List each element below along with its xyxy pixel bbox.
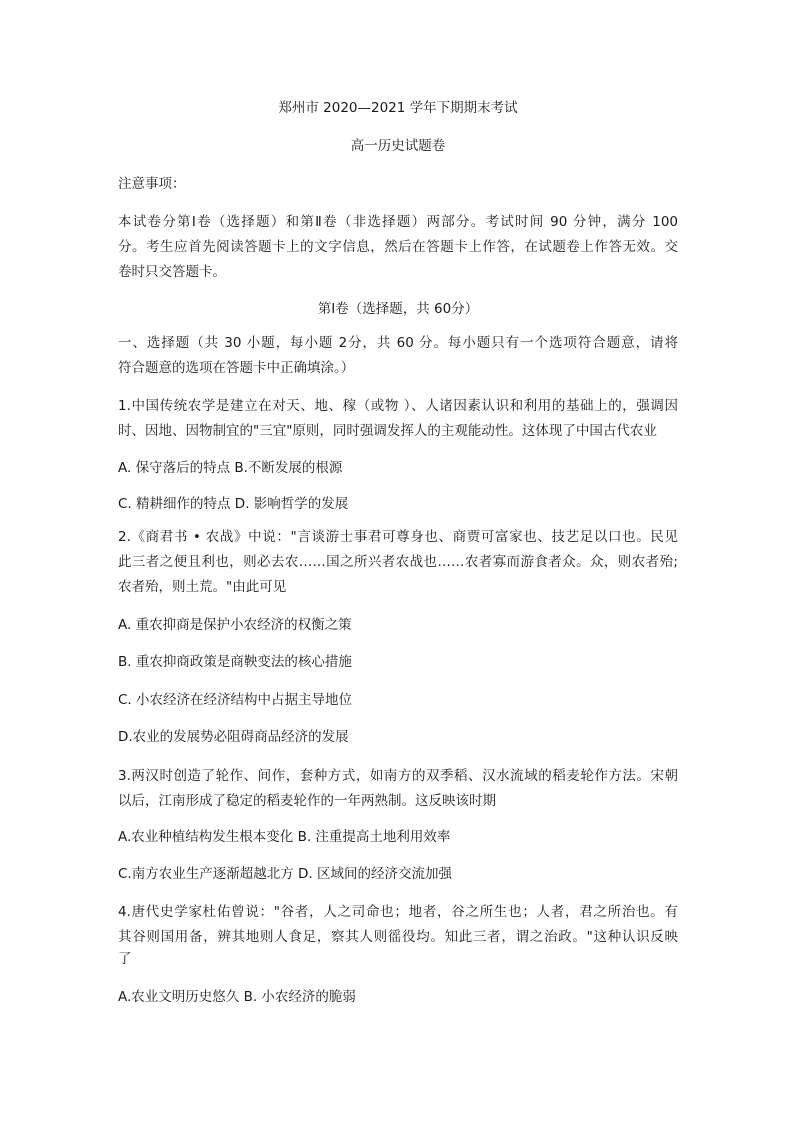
question-stem: 此三者之便且利也，则必去农……国之所兴者农战也……农者寡而游食者众。众，则农者殆; bbox=[118, 554, 678, 570]
question-option: B. 重农抑商政策是商鞅变法的核心措施 bbox=[118, 654, 352, 670]
notice-line: 卷时只交答题卡。 bbox=[118, 264, 226, 280]
question-stem: 3.两汉时创造了轮作、间作，套种方式，如南方的双季稻、汉水流域的稻麦轮作方法。宋朝 bbox=[118, 768, 678, 784]
question-stem: 1.中国传统农学是建立在对天、地、稼（或物 ）、人诸因素认识和利用的基础上的，强调因 bbox=[118, 398, 678, 414]
section-instruction: 符合题意的选项在答题卡中正确填涂。） bbox=[118, 360, 355, 376]
exam-title: 郑州市 2020—2021 学年下期期末考试 bbox=[278, 100, 518, 116]
notice-line: 分。考生应首先阅读答题卡上的文字信息，然后在答题卡上作答，在试题卷上作答无效。交 bbox=[118, 239, 678, 255]
question-stem: 2.《商君书 • 农战》中说："言谈游士事君可尊身也、商贾可富家也、技艺足以口也。民见 bbox=[118, 529, 678, 545]
question-option: D.农业的发展势必阻碍商品经济的发展 bbox=[118, 729, 349, 745]
question-option: A. 保守落后的特点 B.不断发展的根源 bbox=[118, 460, 343, 476]
section-instruction: 一、选择题（共 30 小题，每小题 2分，共 60 分。每小题只有一个选项符合题意，请将 bbox=[118, 335, 678, 351]
section-title: 第Ⅰ卷（选择题，共 60分） bbox=[317, 301, 479, 317]
question-option: C.南方农业生产逐渐超越北方 D. 区域间的经济交流加强 bbox=[118, 866, 452, 882]
notice-line: 本试卷分第Ⅰ卷（选择题）和第Ⅱ卷（非选择题）两部分。考试时间 90 分钟，满分 100 bbox=[118, 214, 678, 230]
question-stem: 时、因地、因物制宜的"三宜"原则，同时强调发挥人的主观能动性。这体现了中国古代农业 bbox=[118, 423, 657, 439]
notice-heading: 注意事项： bbox=[118, 176, 186, 192]
question-stem: 农者殆，则土荒。"由此可见 bbox=[118, 579, 287, 595]
question-option: A.农业文明历史悠久 B. 小农经济的脆弱 bbox=[118, 989, 356, 1005]
question-option: A. 重农抑商是保护小农经济的权衡之策 bbox=[118, 617, 352, 633]
question-stem: 了 bbox=[118, 951, 132, 967]
question-option: A.农业种植结构发生根本变化 B. 注重提高土地利用效率 bbox=[118, 829, 451, 845]
question-option: C. 精耕细作的特点 D. 影响哲学的发展 bbox=[118, 496, 349, 512]
question-stem: 以后，江南形成了稳定的稻麦轮作的一年两熟制。这反映该时期 bbox=[118, 793, 496, 809]
question-option: C. 小农经济在经济结构中占据主导地位 bbox=[118, 692, 353, 708]
question-stem: 其谷则国用备，辨其地则人食足，察其人则徭役均。知此三者，谓之治政。"这种认识反映 bbox=[118, 929, 678, 945]
question-stem: 4.唐代史学家杜佑曾说："谷者，人之司命也；地者，谷之所生也；人者，君之所治也。有 bbox=[118, 904, 678, 920]
exam-subtitle: 高一历史试题卷 bbox=[350, 138, 446, 154]
